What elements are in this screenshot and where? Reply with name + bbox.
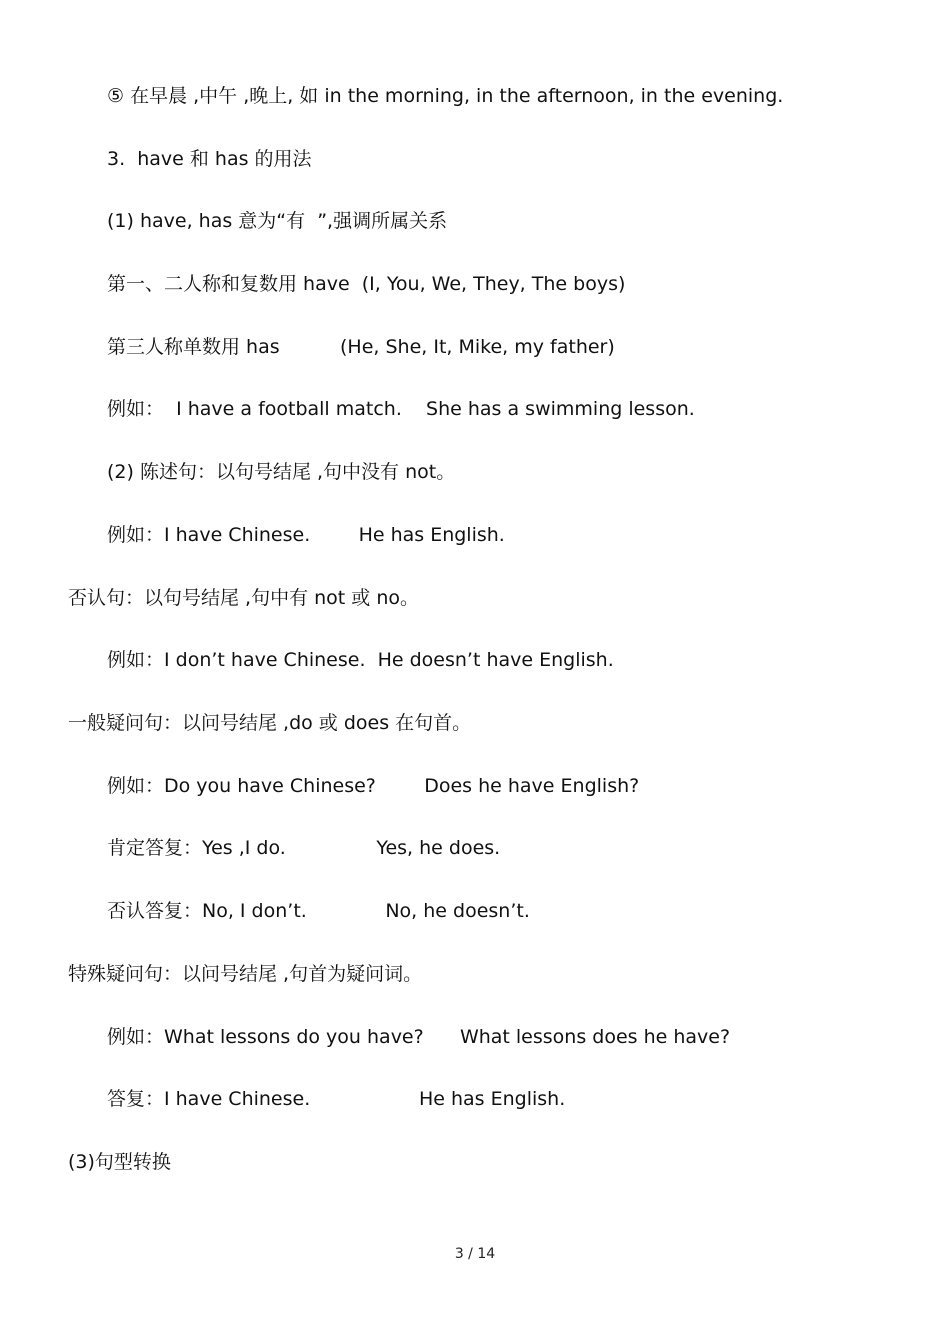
text-line-special-question: 特殊疑问句：以问号结尾 ,句首为疑问词。 [68, 963, 423, 985]
text-line-example-1: 例如： I have a football match. She has a swimming lesson. [107, 398, 695, 420]
text-line-positive-answer: 肯定答复：Yes ,I do. Yes, he does. [107, 837, 501, 859]
text-line-answer: 答复：I have Chinese. He has English. [107, 1088, 566, 1110]
text-line-meaning: (1) have, has 意为“有 ”,强调所属关系 [107, 210, 448, 232]
text-line-general-question: 一般疑问句：以问号结尾 ,do 或 does 在句首。 [68, 712, 472, 734]
text-line-sentence-conversion: (3)句型转换 [68, 1151, 171, 1173]
text-line-example-5: 例如：What lessons do you have? What lessons does he have? [107, 1026, 731, 1048]
text-line-statement: (2) 陈述句：以句号结尾 ,句中没有 not。 [107, 461, 456, 483]
text-line-example-2: 例如：I have Chinese. He has English. [107, 524, 505, 546]
section-heading-have-has: 3. have 和 has 的用法 [107, 148, 312, 170]
text-line-time-phrases: ⑤ 在早晨 ,中午 ,晚上, 如 in the morning, in the afternoon, in the evening. [107, 85, 784, 107]
text-line-first-second-person: 第一、二人称和复数用 have (I, You, We, They, The boys) [107, 273, 626, 295]
text-line-negative: 否认句：以句号结尾 ,句中有 not 或 no。 [68, 587, 419, 609]
text-line-third-person: 第三人称单数用 has (He, She, It, Mike, my father) [107, 336, 615, 358]
page-number: 3 / 14 [454, 1246, 496, 1262]
text-line-negative-answer: 否认答复：No, I don’t. No, he doesn’t. [107, 900, 530, 922]
text-line-example-3: 例如：I don’t have Chinese. He doesn’t have English. [107, 649, 614, 671]
text-line-example-4: 例如：Do you have Chinese? Does he have English? [107, 775, 640, 797]
